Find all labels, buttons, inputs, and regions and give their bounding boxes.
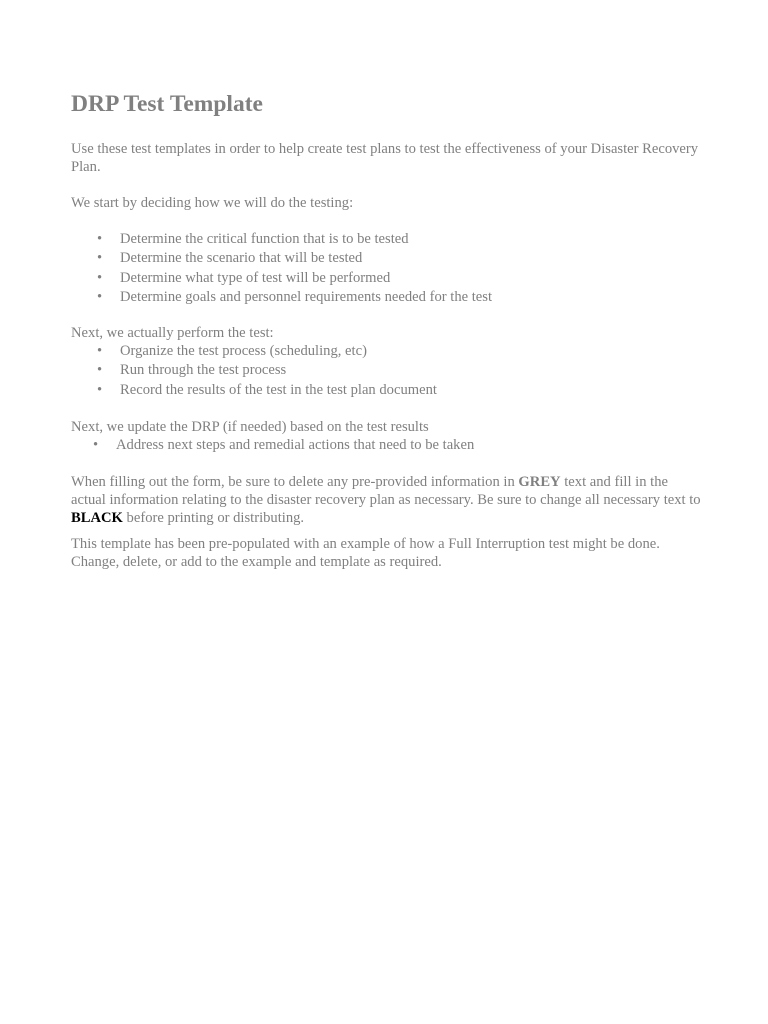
fill-instructions-paragraph — [71, 473, 701, 527]
list-item: • Determine what type of test will be performed — [71, 269, 701, 288]
update-drp-list — [71, 436, 701, 455]
fill-instructions-text: When filling out the form, be sure to delete any pre-provided information in — [71, 474, 519, 491]
fill-instructions-text: text and fill in the actual information relating to the disaster recovery plan as necessary. Be sure to change all necessary text to — [71, 474, 701, 509]
template-note-paragraph: This template has been pre-populated with an example of how a Full Interruption test might be done. Change, delete, or add to the example and template as required. — [71, 536, 660, 571]
intro-paragraph: Use these test templates in order to help create test plans to test the effectiveness of your Disaster Recovery Plan. — [71, 141, 699, 175]
perform-test-heading: Next, we actually perform the test: — [71, 325, 274, 342]
black-keyword: BLACK — [71, 510, 123, 527]
grey-keyword: GREY — [518, 474, 561, 491]
update-drp-heading: Next, we update the DRP (if needed) based on the test results — [71, 419, 429, 436]
list-item: • Organize the test process (scheduling, etc) — [71, 342, 701, 361]
list-item: • Address next steps and remedial actions that need to be taken — [71, 436, 701, 455]
testing-approach-heading: We start by deciding how we will do the testing: — [71, 195, 354, 211]
list-item: • Record the results of the test in the test plan document — [71, 381, 701, 400]
list-item: • Determine the scenario that will be tested — [71, 249, 701, 268]
list-item: • Determine the critical function that is to be tested — [71, 230, 701, 249]
document-title: DRP Test Template — [71, 91, 263, 117]
perform-test-list — [71, 342, 701, 400]
list-item: • Determine goals and personnel requirements needed for the test — [71, 288, 701, 307]
list-item: • Run through the test process — [71, 361, 701, 380]
fill-instructions-text: before printing or distributing. — [122, 510, 305, 527]
document-page — [71, 88, 701, 571]
testing-approach-list — [71, 230, 701, 307]
